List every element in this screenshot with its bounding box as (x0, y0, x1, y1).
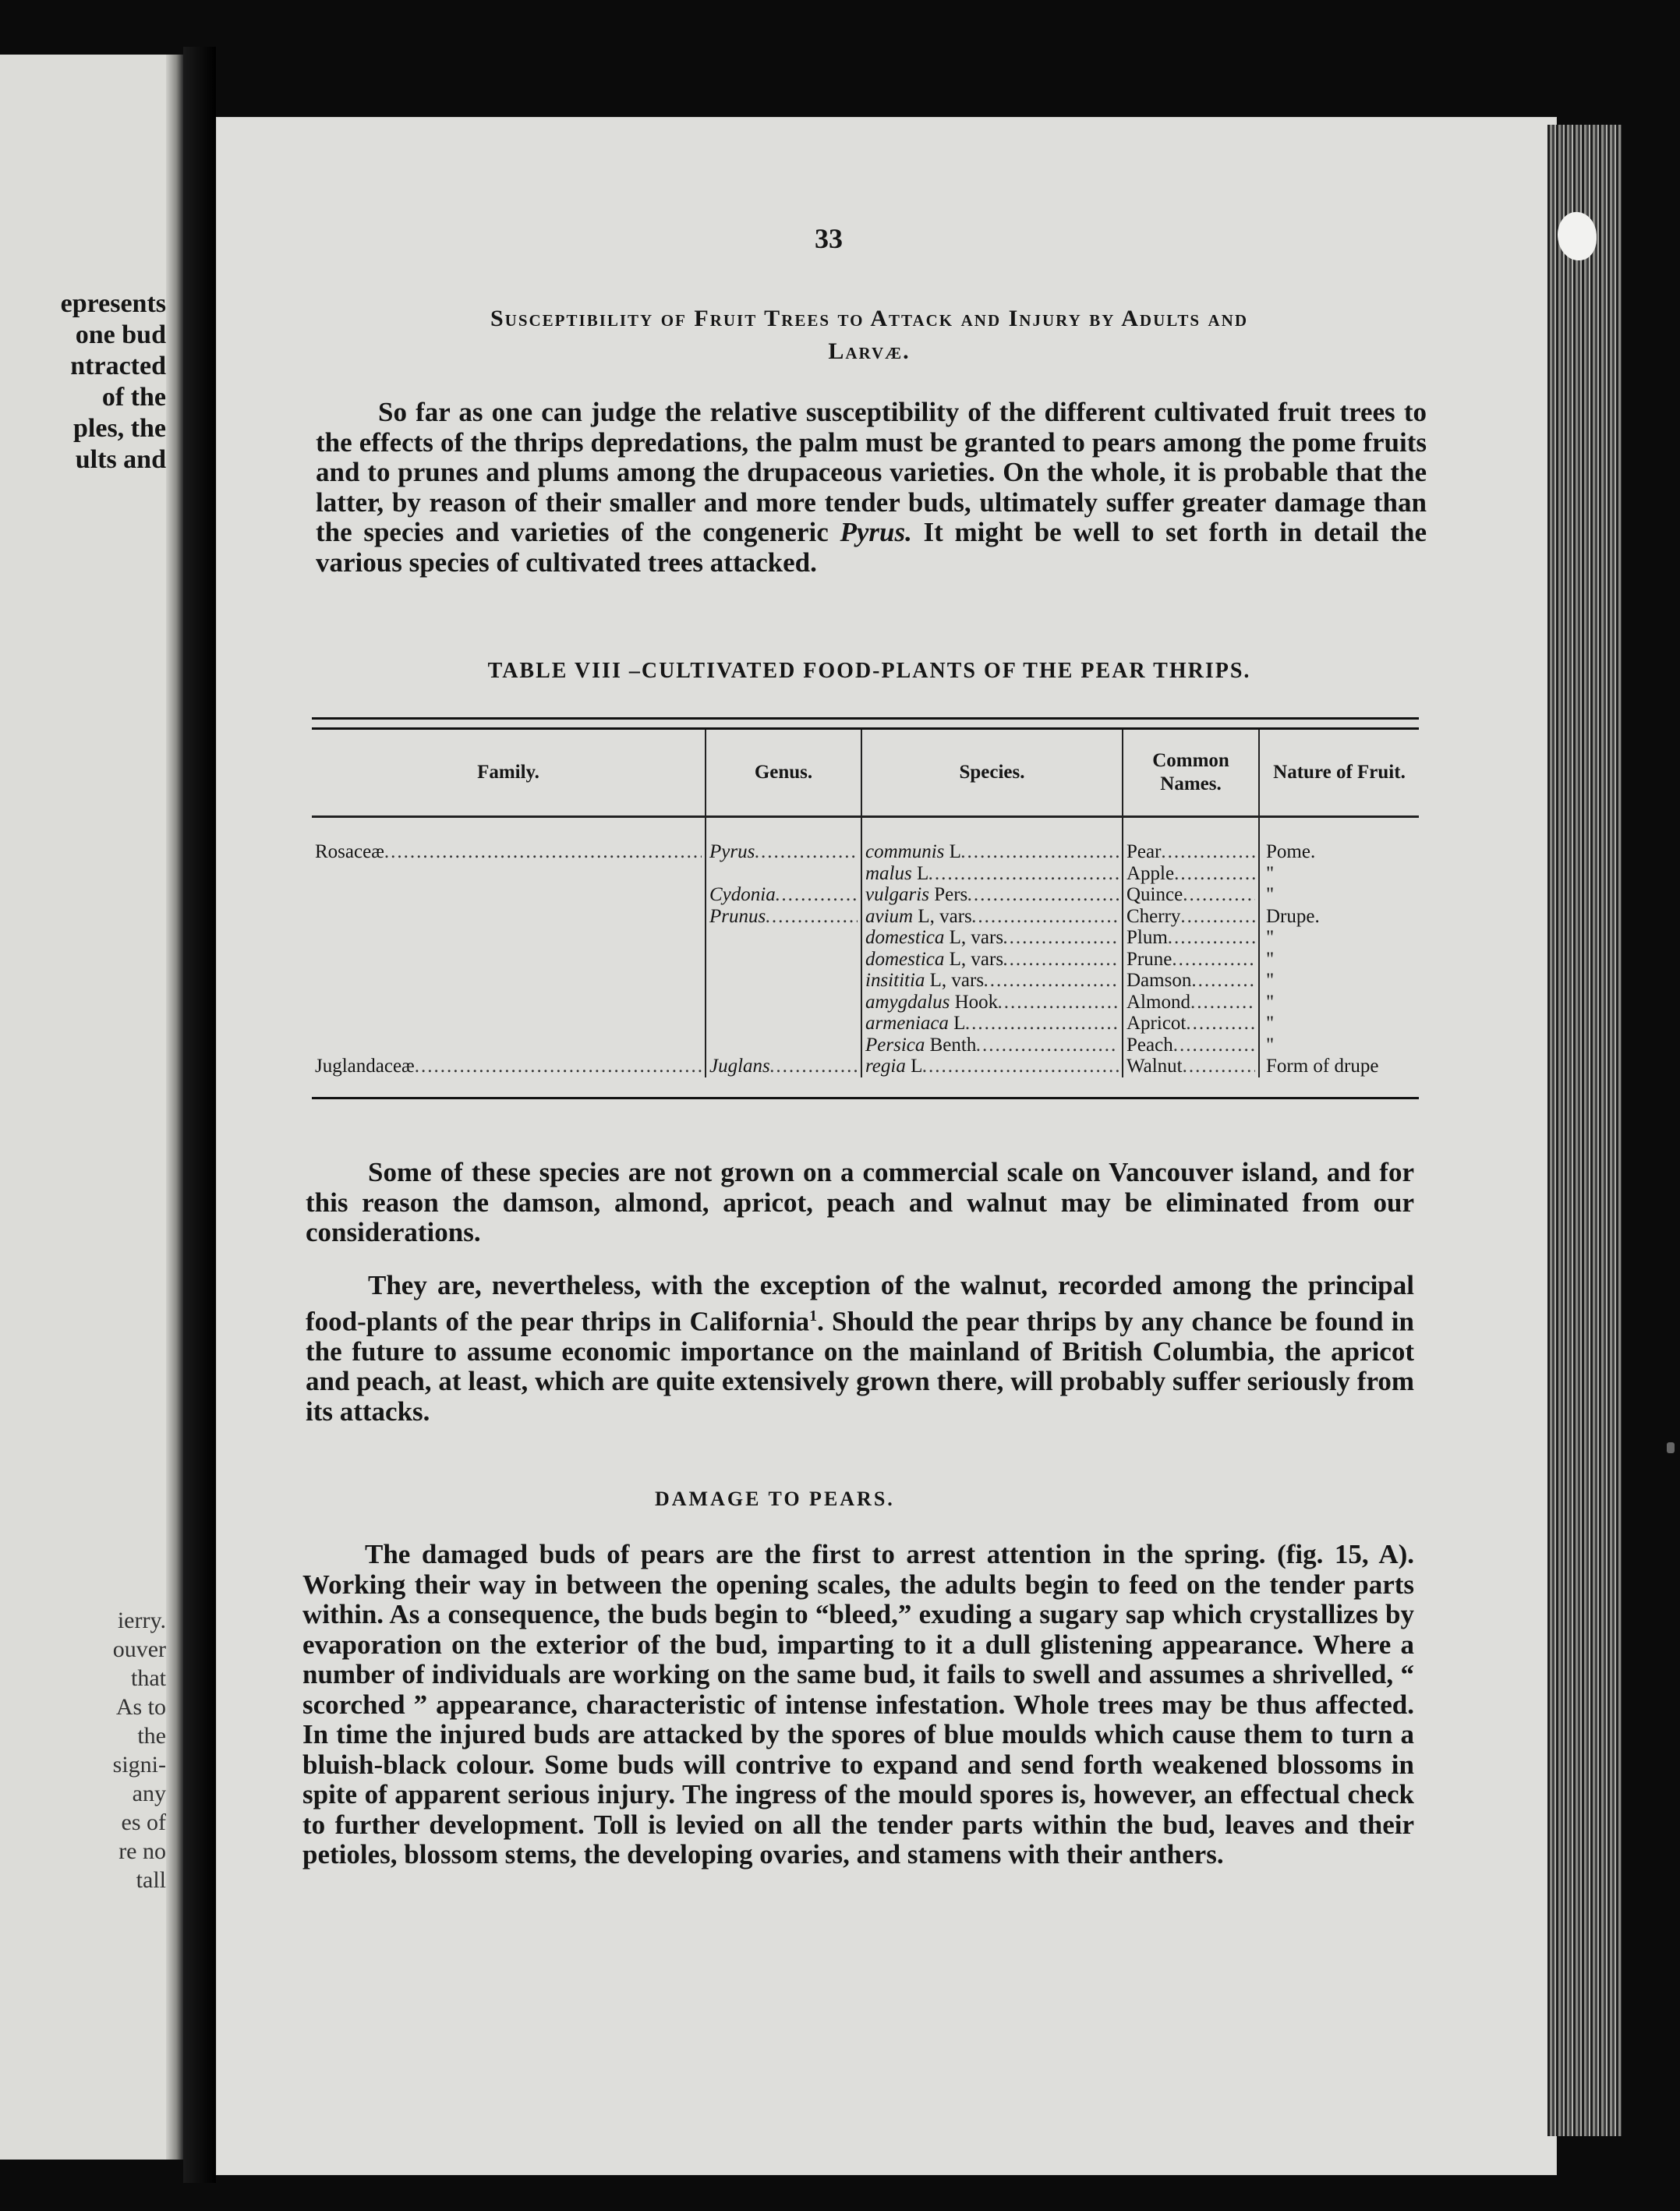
cell-species (861, 927, 1123, 949)
species-author: L (916, 862, 929, 884)
book-spine (183, 47, 216, 2183)
table-row (312, 884, 1419, 906)
table-top-rule (312, 717, 1419, 730)
cell-common-name (1123, 906, 1259, 928)
section-heading-line-2: Larvæ. (828, 338, 911, 364)
cell-family (312, 817, 706, 863)
cell-genus-text: Pyrus (709, 841, 755, 862)
cell-species (861, 817, 1123, 863)
table-row (312, 817, 1419, 863)
cell-common-name (1123, 1056, 1259, 1077)
cell-genus (706, 970, 861, 992)
cell-species-text: domestica (865, 948, 945, 970)
left-line: that (131, 1665, 166, 1691)
cell-common-name-text: Apricot (1126, 1013, 1187, 1034)
cell-family (312, 884, 706, 906)
cell-common-name (1123, 927, 1259, 949)
cell-species (861, 949, 1123, 971)
cell-genus (706, 884, 861, 906)
cell-family (312, 1035, 706, 1056)
column-header-species: Species. (861, 730, 1123, 817)
cell-genus-text: Juglans (709, 1056, 770, 1077)
left-line: es of (121, 1809, 166, 1835)
cell-genus (706, 949, 861, 971)
left-page-top-text (0, 288, 166, 476)
cell-family (312, 992, 706, 1014)
cell-common-name-text: Walnut (1126, 1056, 1183, 1077)
paragraph-damage-to-pears (302, 1540, 1414, 1870)
left-line: any (132, 1781, 166, 1806)
cell-family (312, 906, 706, 928)
section-heading (304, 302, 1434, 368)
table-header-row (312, 730, 1419, 817)
species-author: L (953, 1013, 966, 1034)
left-line: As to (115, 1694, 166, 1720)
cell-species-text: regia (865, 1056, 906, 1077)
left-line: ierry. (117, 1608, 166, 1633)
table-row (312, 927, 1419, 949)
page-edge-highlight (1558, 212, 1597, 260)
cell-common-name (1123, 1035, 1259, 1056)
column-header-common-names: Common Names. (1123, 730, 1259, 817)
left-line: ouver (112, 1636, 166, 1662)
paragraph-susceptibility (316, 398, 1427, 578)
table-row (312, 1056, 1419, 1077)
cell-nature-of-fruit: " (1259, 1035, 1419, 1056)
cell-common-name-text: Apple (1126, 862, 1175, 884)
species-author: L, vars (949, 948, 1004, 970)
cell-genus (706, 992, 861, 1014)
species-author: L (911, 1056, 923, 1077)
cell-common-name (1123, 863, 1259, 885)
genus-italic: Pyrus. (840, 517, 912, 547)
table-row (312, 1013, 1419, 1035)
cell-family (312, 1013, 706, 1035)
cell-genus (706, 1056, 861, 1077)
paragraph-text: They are, nevertheless, with the exception of the walnut, recorded among the principal food-plants of the pear thrips in California (306, 1270, 1414, 1337)
species-author: L, vars (918, 905, 972, 927)
cell-nature-of-fruit: Form of drupe (1259, 1056, 1419, 1077)
table-row (312, 992, 1419, 1014)
scan-speck (1667, 1442, 1675, 1453)
column-header-genus: Genus. (706, 730, 861, 817)
left-line: of the (101, 383, 166, 412)
species-author: L, vars (929, 970, 985, 991)
cell-common-name-text: Quince (1126, 884, 1183, 905)
paragraph-california (306, 1271, 1414, 1427)
cell-common-name-text: Damson (1126, 970, 1192, 991)
cell-genus (706, 1013, 861, 1035)
species-author: Pers (934, 884, 968, 905)
cell-species-text: avium (865, 905, 914, 927)
cell-species (861, 884, 1123, 906)
cell-species (861, 863, 1123, 885)
cell-species (861, 1056, 1123, 1077)
cell-family (312, 970, 706, 992)
cell-species-text: insititia (865, 970, 925, 991)
left-line: ples, the (73, 414, 166, 443)
species-author: Hook (954, 991, 999, 1013)
table-row (312, 949, 1419, 971)
cell-common-name (1123, 1013, 1259, 1035)
cell-species (861, 1035, 1123, 1056)
cell-common-name-text: Peach (1126, 1034, 1173, 1056)
column-header-family: Family. (312, 730, 706, 817)
paragraph-commercial-scale (306, 1158, 1414, 1248)
cell-genus-text: Cydonia (709, 884, 776, 905)
cell-family (312, 949, 706, 971)
cell-species-text: domestica (865, 927, 945, 948)
paragraph-text: It might be well to set forth in detail the various species of cultivated trees attacked. (316, 517, 1427, 578)
cell-species-text: vulgaris (865, 884, 929, 905)
cell-genus (706, 1035, 861, 1056)
cell-species-text: armeniaca (865, 1013, 949, 1034)
left-line: re no (118, 1838, 166, 1864)
table-body (312, 817, 1419, 1077)
table-row (312, 906, 1419, 928)
footnote-marker: 1 (809, 1307, 818, 1325)
page-edge-stack (1547, 125, 1622, 2136)
cell-nature-of-fruit: " (1259, 927, 1419, 949)
cell-nature-of-fruit: " (1259, 949, 1419, 971)
left-line: the (137, 1723, 166, 1749)
cell-family (312, 1056, 706, 1077)
page-number: 33 (815, 223, 843, 254)
table-row (312, 863, 1419, 885)
cell-genus (706, 927, 861, 949)
cell-family-text: Rosaceæ (315, 841, 384, 862)
column-header-nature-of-fruit: Nature of Fruit. (1259, 730, 1419, 817)
table-bottom-rule (312, 1097, 1419, 1099)
table-row (312, 1035, 1419, 1056)
paragraph-text: Some of these species are not grown on a commercial scale on Vancouver island, and for this reason the damson, almond, apricot, peach and walnut may be eliminated from our considerations. (306, 1157, 1414, 1247)
cell-nature-of-fruit: " (1259, 863, 1419, 885)
paragraph-text: . Should the pear thrips by any chance be found in the future to assume economic importance on the mainland of British Columbia, the apricot and peach, at least, which are quite extensively grown there, will probably suffer seriously from its attacks. (306, 1306, 1414, 1427)
cell-species-text: communis (865, 841, 945, 862)
species-author: Benth (929, 1034, 977, 1056)
left-line: ults and (75, 445, 166, 474)
species-author: L (949, 841, 961, 862)
cell-common-name (1123, 817, 1259, 863)
left-page-gutter-shadow (166, 55, 183, 2160)
cell-common-name-text: Plum (1126, 927, 1168, 948)
cell-genus (706, 863, 861, 885)
left-line: epresents (60, 289, 166, 318)
left-page-bottom-text (0, 1606, 166, 1894)
cell-family (312, 863, 706, 885)
cell-common-name (1123, 970, 1259, 992)
cell-species-text: amygdalus (865, 991, 950, 1013)
sub-heading-damage-to-pears: DAMAGE TO PEARS. (655, 1488, 895, 1510)
cell-species-text: Persica (865, 1034, 925, 1056)
left-line: one bud (75, 320, 166, 349)
table-title: TABLE VIII –CULTIVATED FOOD-PLANTS OF THE PEAR THRIPS. (487, 659, 1251, 683)
food-plants-table (312, 717, 1419, 1099)
cell-common-name-text: Cherry (1126, 905, 1181, 927)
cell-species (861, 992, 1123, 1014)
paragraph-text: So far as one can judge the relative susceptibility of the different cultivated fruit trees to the effects of the thrips depredations, the palm must be granted to pears among the pome fruits and to prunes and plums among the drupaceous varieties. On the whole, it is probable that the latter, by reason of their smaller and more tender buds, ultimately suffer greater damage than the species and varieties of the congeneric (316, 397, 1427, 547)
species-author: L, vars (949, 927, 1004, 948)
cell-family (312, 927, 706, 949)
table-row (312, 970, 1419, 992)
left-line: ntracted (70, 352, 166, 380)
cell-common-name-text: Prune (1126, 948, 1172, 970)
cell-genus (706, 817, 861, 863)
cell-common-name-text: Pear (1126, 841, 1162, 862)
paragraph-text: The damaged buds of pears are the first to arrest attention in the spring. (fig. 15, A). Working their way in between the opening scales, the adults begin to feed on the tender parts within. As a consequence, the buds begin to “bleed,” exuding a sugary sap which crystallizes by evaporation on the exterior of the bud, imparting to it a dull glistening appearance. Where a number of individuals are working on the same bud, it fails to swell and assumes a shrivelled, “ scorched ” appearance, characteristic of intense infestation. Whole trees may be thus affected. In time the injured buds are attacked by the spores of blue moulds which cause them to turn a bluish-black colour. Some buds will contrive to expand and send forth weakened blossoms in spite of apparent serious injury. The ingress of the mould spores is, however, an effectual check to further development. Toll is levied on all the tender parts within the bud, leaves and their petioles, blossom stems, the developing ovaries, and stamens with their anthers. (302, 1539, 1414, 1870)
cell-nature-of-fruit: " (1259, 992, 1419, 1014)
cell-family-text: Juglandaceæ (315, 1056, 415, 1077)
cell-common-name (1123, 884, 1259, 906)
cell-species (861, 906, 1123, 928)
section-heading-line-1: Susceptibility of Fruit Trees to Attack and Injury by Adults and (490, 306, 1249, 331)
cell-common-name (1123, 992, 1259, 1014)
cell-nature-of-fruit: " (1259, 884, 1419, 906)
cell-genus-text: Prunus (709, 905, 766, 927)
cell-common-name-text: Almond (1126, 991, 1190, 1013)
cell-nature-of-fruit: " (1259, 1013, 1419, 1035)
left-line: tall (136, 1867, 166, 1893)
cell-nature-of-fruit: Drupe. (1259, 906, 1419, 928)
cell-nature-of-fruit: Pome. (1259, 817, 1419, 863)
left-facing-page (0, 55, 183, 2160)
cell-genus (706, 906, 861, 928)
cell-common-name (1123, 949, 1259, 971)
cell-species-text: malus (865, 862, 912, 884)
food-plants-grid (312, 730, 1419, 1077)
cell-species (861, 970, 1123, 992)
left-line: signi- (112, 1752, 166, 1778)
cell-species (861, 1013, 1123, 1035)
cell-nature-of-fruit: " (1259, 970, 1419, 992)
